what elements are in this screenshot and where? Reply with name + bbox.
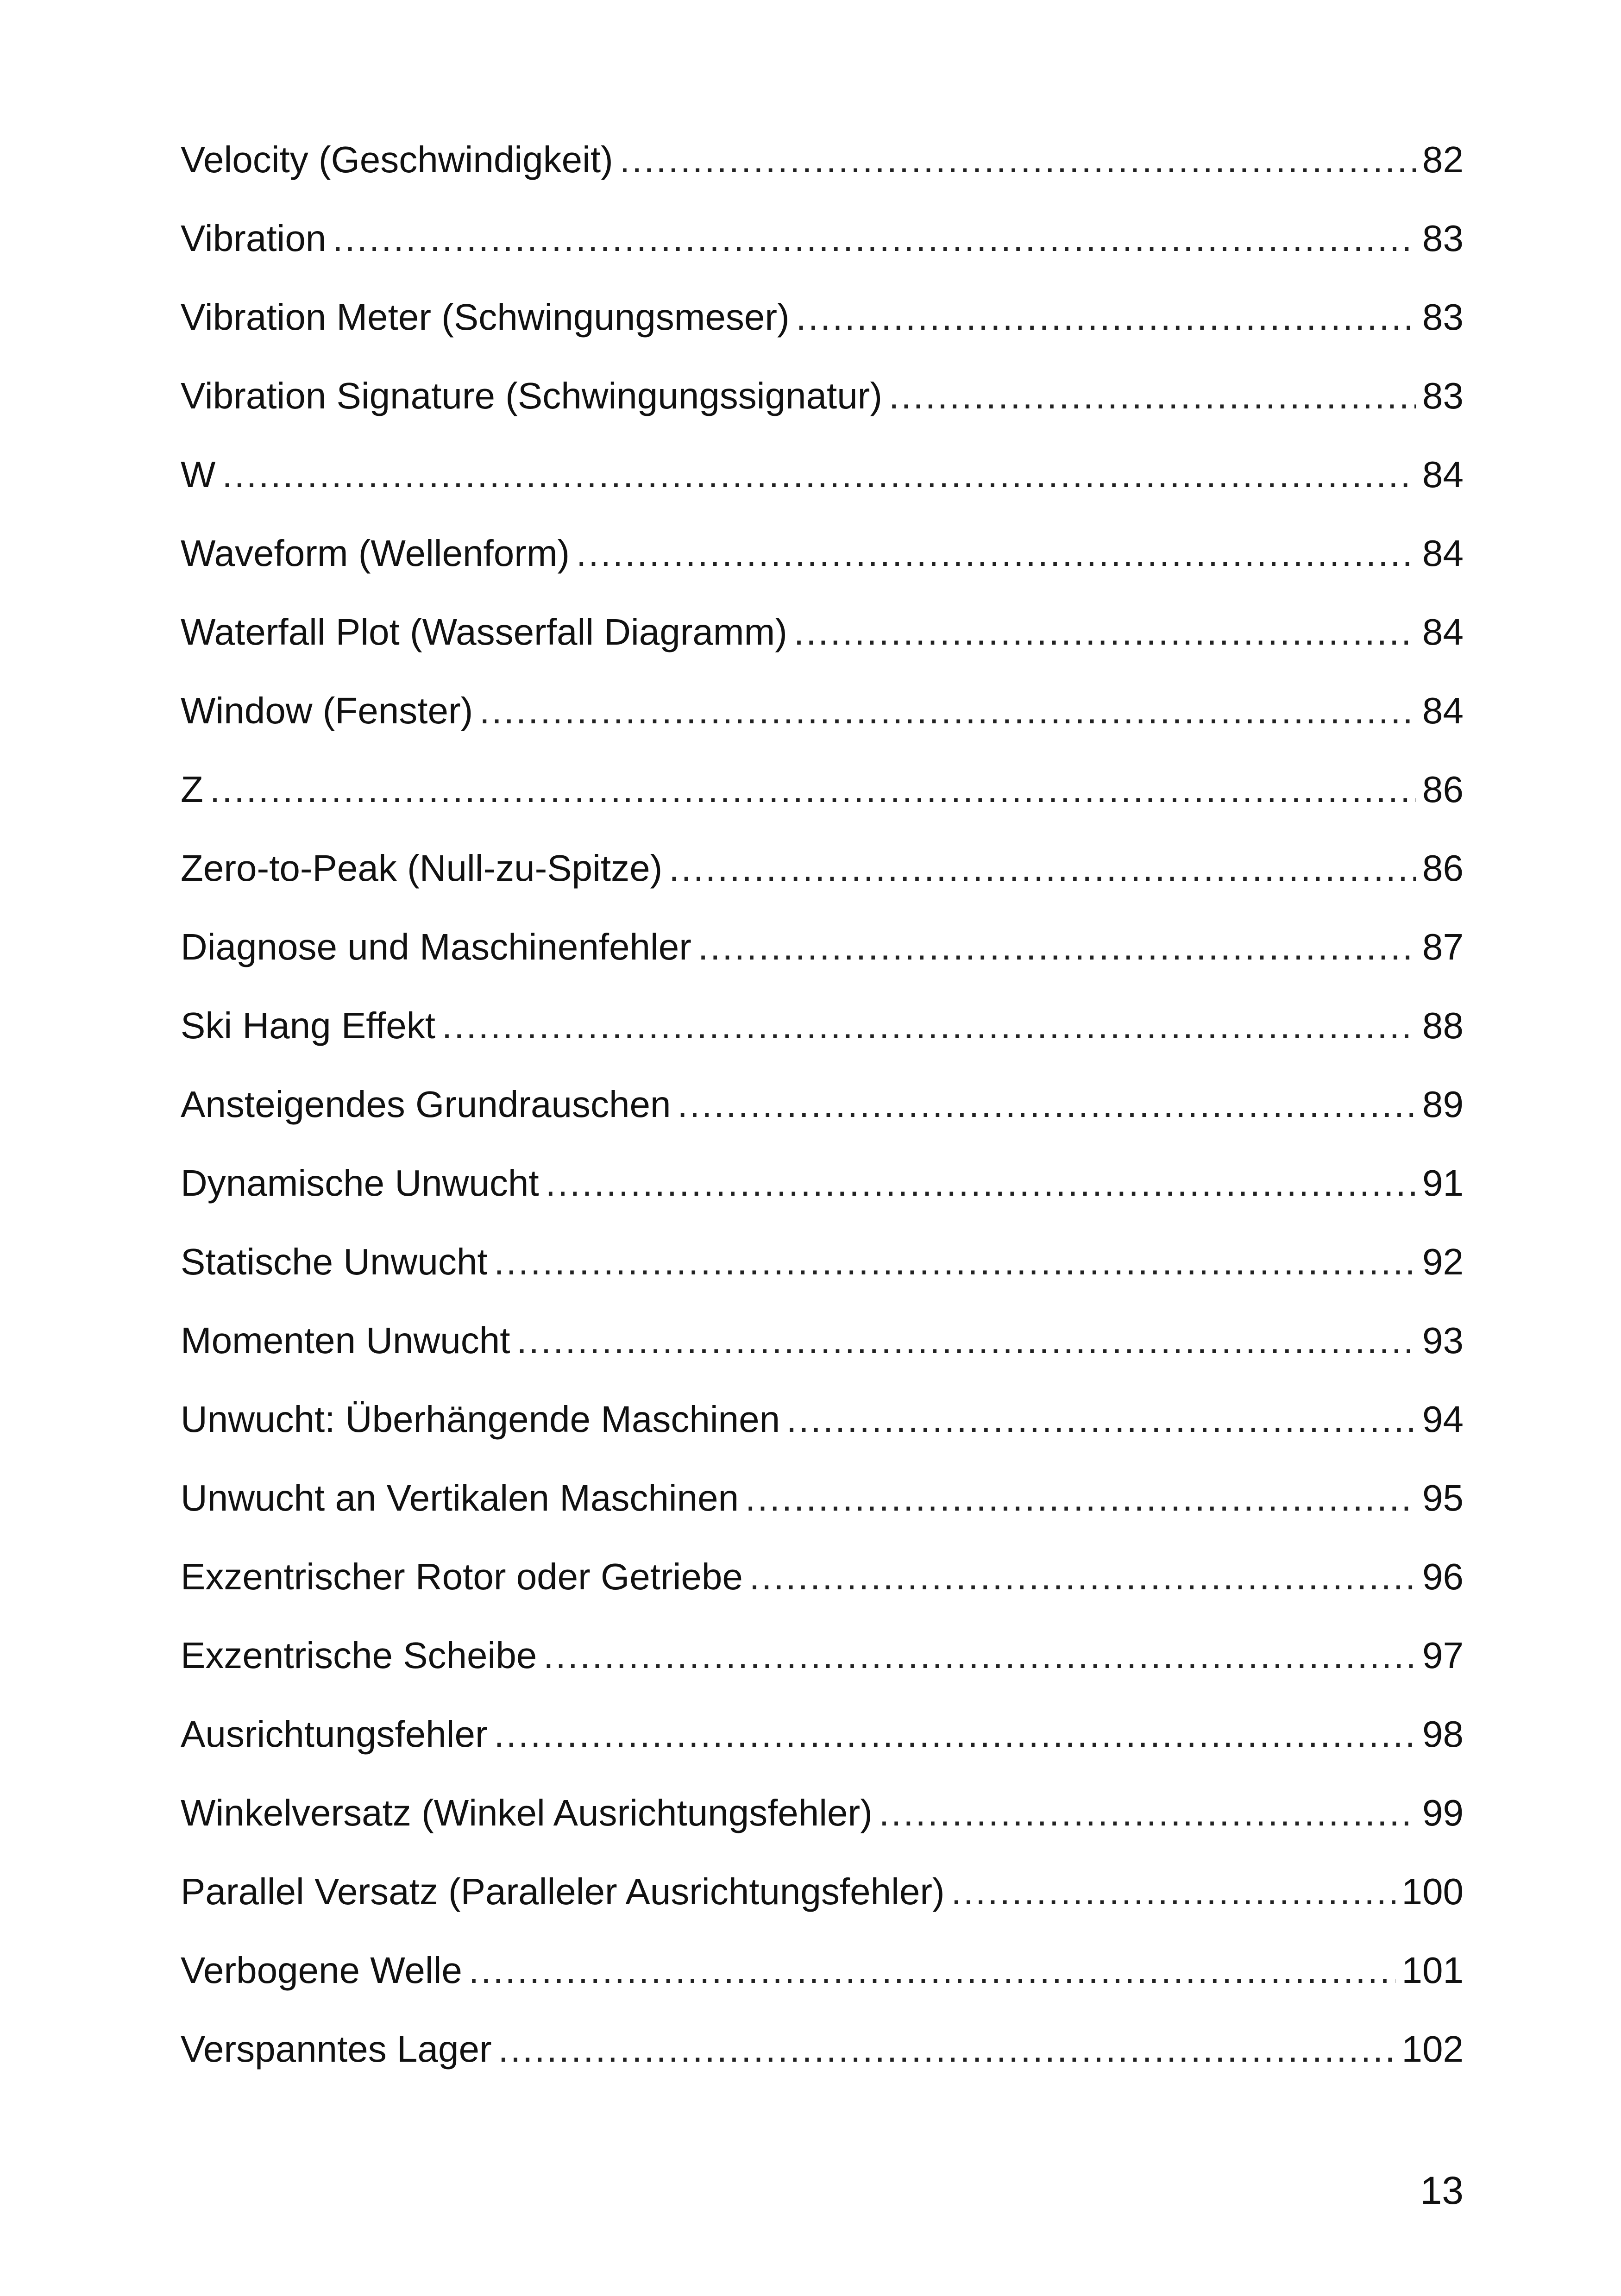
toc-entry-title: Vibration Signature (Schwingungssignatur)	[181, 375, 882, 416]
toc-dot-leader	[669, 850, 1416, 887]
toc-entry-title: Zero-to-Peak (Null-zu-Spitze)	[181, 847, 663, 889]
toc-dot-leader	[786, 1401, 1416, 1438]
toc-entry[interactable]	[181, 1873, 1464, 1952]
toc-dot-leader	[498, 2031, 1395, 2068]
toc-entry[interactable]	[181, 1086, 1464, 1165]
toc-dot-leader	[677, 1086, 1416, 1123]
toc-entry-title: Waterfall Plot (Wasserfall Diagramm)	[181, 611, 787, 652]
toc-dot-leader	[543, 1637, 1416, 1674]
toc-entry-page: 84	[1422, 611, 1464, 652]
toc-entry-title: Exzentrischer Rotor oder Getriebe	[181, 1556, 743, 1597]
toc-entry-title: Statische Unwucht	[181, 1241, 488, 1282]
toc-entry-page: 84	[1422, 454, 1464, 495]
toc-entry-page: 101	[1401, 1950, 1464, 1991]
toc-dot-leader	[333, 220, 1416, 257]
toc-entry[interactable]	[181, 141, 1464, 220]
toc-dot-leader	[494, 1716, 1416, 1753]
toc-entry-page: 86	[1422, 847, 1464, 889]
toc-entry-title: W	[181, 454, 216, 495]
toc-entry-page: 82	[1422, 139, 1464, 180]
toc-entry[interactable]	[181, 1794, 1464, 1873]
toc-entry-page: 87	[1422, 926, 1464, 967]
table-of-contents	[181, 141, 1464, 2109]
toc-entry-page: 94	[1422, 1399, 1464, 1440]
toc-entry-page: 92	[1422, 1241, 1464, 1282]
page-number: 13	[1420, 2169, 1464, 2212]
toc-entry-page: 96	[1422, 1556, 1464, 1597]
toc-dot-leader	[222, 456, 1416, 493]
toc-entry[interactable]	[181, 1558, 1464, 1637]
toc-dot-leader	[745, 1480, 1416, 1517]
toc-entry[interactable]	[181, 1713, 1464, 1794]
toc-entry[interactable]	[181, 771, 1464, 850]
toc-dot-leader	[210, 771, 1416, 808]
toc-entry[interactable]	[181, 2028, 1464, 2109]
toc-entry-page: 88	[1422, 1005, 1464, 1046]
toc-entry-title: Waveform (Wellenform)	[181, 533, 570, 574]
toc-dot-leader	[951, 1873, 1395, 1910]
toc-entry[interactable]	[181, 928, 1464, 1007]
toc-entry-title: Velocity (Geschwindigkeit)	[181, 139, 613, 180]
toc-dot-leader	[794, 614, 1416, 651]
toc-entry-title: Winkelversatz (Winkel Ausrichtungsfehler)	[181, 1792, 873, 1833]
toc-entry-title: Z	[181, 769, 203, 810]
toc-dot-leader	[576, 535, 1416, 572]
toc-dot-leader	[749, 1558, 1416, 1595]
toc-entry[interactable]	[181, 847, 1464, 928]
toc-dot-leader	[620, 141, 1416, 178]
toc-dot-leader	[516, 1322, 1416, 1359]
toc-entry[interactable]	[181, 692, 1464, 771]
toc-entry[interactable]	[181, 611, 1464, 692]
toc-entry-page: 95	[1422, 1477, 1464, 1518]
toc-entry[interactable]	[181, 220, 1464, 299]
toc-entry-title: Momenten Unwucht	[181, 1320, 510, 1361]
toc-entry-title: Diagnose und Maschinenfehler	[181, 926, 691, 967]
toc-entry-page: 86	[1422, 769, 1464, 810]
toc-entry-page: 91	[1422, 1162, 1464, 1204]
toc-entry-title: Verspanntes Lager	[181, 2028, 492, 2070]
toc-entry-page: 83	[1422, 296, 1464, 338]
toc-entry-page: 98	[1422, 1713, 1464, 1755]
toc-entry[interactable]	[181, 1322, 1464, 1401]
toc-entry-title: Vibration Meter (Schwingungsmeser)	[181, 296, 790, 338]
toc-entry-title: Parallel Versatz (Paralleler Ausrichtungsfehler)	[181, 1871, 945, 1912]
toc-entry[interactable]	[181, 296, 1464, 377]
toc-entry-page: 84	[1422, 533, 1464, 574]
toc-entry-page: 99	[1422, 1792, 1464, 1833]
toc-entry-title: Unwucht: Überhängende Maschinen	[181, 1399, 780, 1440]
toc-entry-title: Ausrichtungsfehler	[181, 1713, 488, 1755]
toc-entry-title: Exzentrische Scheibe	[181, 1635, 537, 1676]
toc-entry-page: 89	[1422, 1084, 1464, 1125]
toc-entry-page: 83	[1422, 218, 1464, 259]
toc-dot-leader	[469, 1952, 1395, 1989]
toc-entry[interactable]	[181, 1401, 1464, 1480]
toc-entry-title: Vibration	[181, 218, 327, 259]
toc-entry[interactable]	[181, 535, 1464, 614]
toc-entry-title: Verbogene Welle	[181, 1950, 462, 1991]
toc-entry[interactable]	[181, 1952, 1464, 2031]
toc-entry[interactable]	[181, 1162, 1464, 1243]
toc-entry-page: 83	[1422, 375, 1464, 416]
toc-dot-leader	[546, 1165, 1416, 1202]
toc-entry-title: Ansteigendes Grundrauschen	[181, 1084, 671, 1125]
toc-dot-leader	[698, 928, 1416, 966]
toc-entry-page: 102	[1401, 2028, 1464, 2070]
toc-entry[interactable]	[181, 456, 1464, 535]
toc-entry-title: Dynamische Unwucht	[181, 1162, 539, 1204]
toc-entry-page: 93	[1422, 1320, 1464, 1361]
toc-dot-leader	[889, 377, 1416, 414]
toc-dot-leader	[494, 1243, 1416, 1280]
toc-dot-leader	[479, 692, 1416, 729]
toc-entry-title: Unwucht an Vertikalen Maschinen	[181, 1477, 739, 1518]
toc-entry[interactable]	[181, 377, 1464, 456]
toc-entry-title: Window (Fenster)	[181, 690, 473, 731]
toc-entry-page: 100	[1401, 1871, 1464, 1912]
toc-entry[interactable]	[181, 1477, 1464, 1558]
toc-dot-leader	[796, 299, 1416, 336]
toc-entry[interactable]	[181, 1243, 1464, 1322]
toc-entry-page: 84	[1422, 690, 1464, 731]
toc-entry-title: Ski Hang Effekt	[181, 1005, 435, 1046]
toc-entry[interactable]	[181, 1007, 1464, 1086]
toc-dot-leader	[442, 1007, 1416, 1044]
toc-entry[interactable]	[181, 1637, 1464, 1716]
toc-entry-page: 97	[1422, 1635, 1464, 1676]
toc-dot-leader	[879, 1794, 1416, 1832]
